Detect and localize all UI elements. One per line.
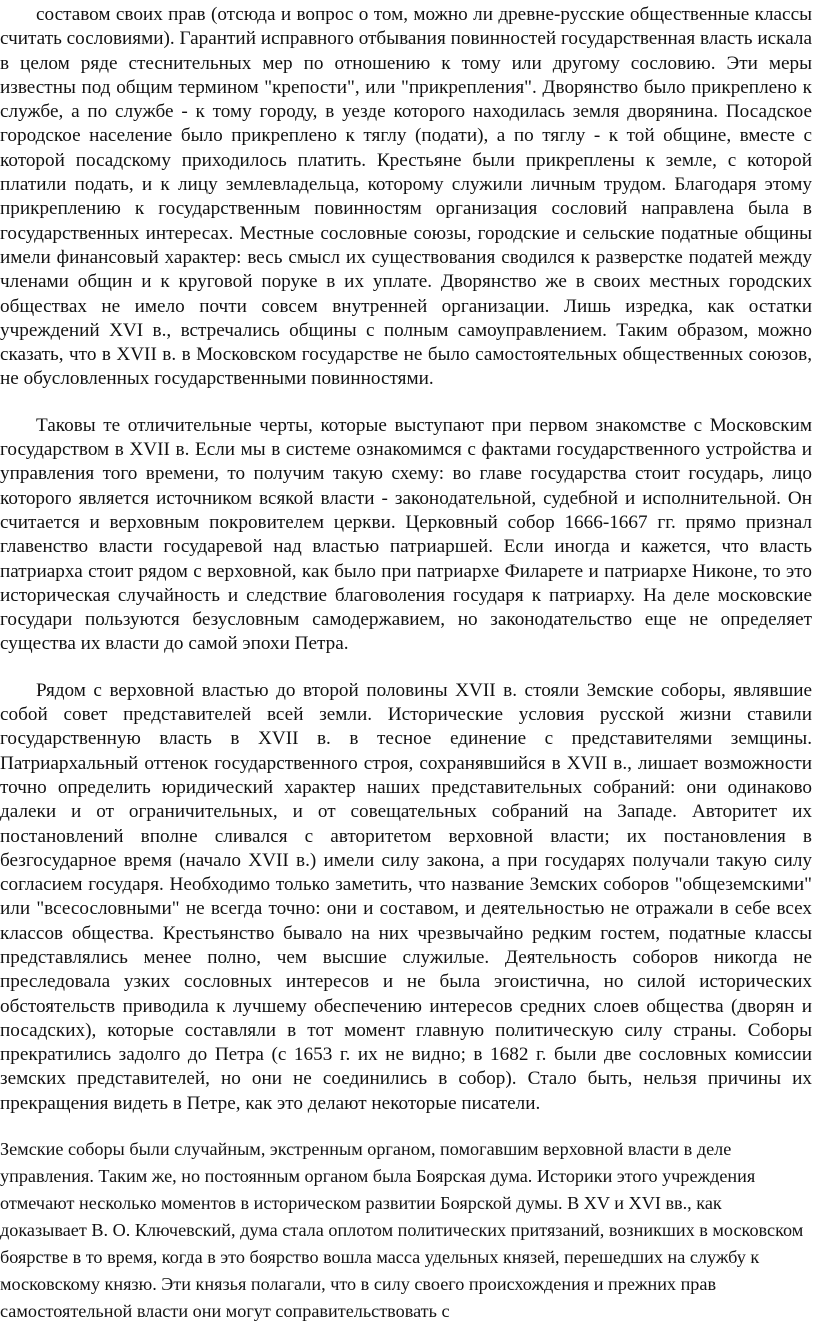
paragraph-4: Земские соборы были случайным, экстренным органом, помогавшим верховной власти в деле управления. Таким же, но постоянным органом была Боярская дума. Историки этого учреждения отмечают несколько моментов в историческом развитии Боярской думы. В XV и XVI вв., как доказывает В. О. Ключевский, дума стала оплотом политических притязаний, возникших в московском боярстве в то время, когда в это боярство вошла масса удельных князей, перешедших на службу к московскому князю. Эти князья полагали, что в силу своего происхождения и прежних прав самостоятельной власти они могут соправительствовать с <box>0 1139 804 1322</box>
paragraph-1: составом своих прав (отсюда и вопрос о том, можно ли древне-русские общественные классы считать сословиями). Гарантий исправного отбывания повинностей государственная власть искала в целом ряде стеснительных мер по отношению к тому или другому сословию. Эти меры известны под общим термином "крепости", или "прикрепления". Дворянство было прикреплено к службе, а по службе - к тому городу, в уезде которого находилась земля дворянина. Посадское городское население было прикреплено к тяглу (подати), а по тяглу - к той общине, вместе с которой посадскому приходилось платить. Крестьяне были прикреплены к земле, с которой платили подать, и к лицу землевладельца, которому служили личным трудом. Благодаря этому прикреплению к государственным повинностям организация сословий направлена была в государственных интересах. Местные сословные союзы, городские и сельские податные общины имели финансовый характер: весь смысл их существования сводился к разверстке податей между членами общин и к круговой поруке в их уплате. Дворянство же в своих местных городских обществах не имело почти совсем внутренней организации. Лишь изредка, как остатки учреждений XVI в., встречались общины с полным самоуправлением. Таким образом, можно сказать, что в XVII в. в Московском государстве не было самостоятельных общественных союзов, не обусловленных государственными повинностями. <box>0 4 812 390</box>
paragraph-2: Таковы те отличительные черты, которые выступают при первом знакомстве с Московским государством в XVII в. Если мы в системе ознакомимся с фактами государственного устройства и управления того времени, то получим такую схему: во главе государства стоит государь, лицо которого является источником всякой власти - законодательной, судебной и исполнительной. Он считается и верховным покровителем церкви. Церковный собор 1666-1667 гг. прямо признал главенство власти государевой над властью патриаршей. Если иногда и кажется, что власть патриарха стоит рядом с верховной, как было при патриархе Филарете и патриархе Никоне, то это историческая случайность и следствие благоволения государя к патриарху. На деле московские государи пользуются безусловным самодержавием, но законодательство еще не определяет существа их власти до самой эпохи Петра. <box>0 414 812 655</box>
paragraph-3: Рядом с верховной властью до второй половины XVII в. стояли Земские соборы, являвшие собой совет представителей всей земли. Исторические условия русской жизни ставили государственную власть в XVII в. в тесное единение с представителями земщины. Патриархальный оттенок государственного строя, сохранявшийся в XVII в., лишает возможности точно определить юридический характер наших представительных собраний: они одинаково далеки и от ограничительных, и от совещательных собраний на Западе. Авторитет их постановлений вполне сливался с авторитетом верховной власти; их постановления в безгосударное время (начало XVII в.) имели силу закона, а при государях получали такую силу согласием государя. Необходимо только заметить, что название Земских соборов "общеземскими" или "всесословными" не всегда точно: они и составом, и деятельностью не отражали в себе всех классов общества. Крестьянство бывало на них чрезвычайно редким гостем, податные классы представлялись менее полно, чем высшие служилые. Деятельность соборов никогда не преследовала узких сословных интересов и не была эгоистична, но силой исторических обстоятельств приводила к лучшему обеспечению интересов средних слоев общества (дворян и посадских), которые составляли в тот момент главную политическую силу страны. Соборы прекратились задолго до Петра (с 1653 г. их не видно; в 1682 г. были две сословных комиссии земских представителей, но они не соединились в собор). Стало быть, нельзя причины их прекращения видеть в Петре, как это делают некоторые писатели. <box>0 679 812 1114</box>
